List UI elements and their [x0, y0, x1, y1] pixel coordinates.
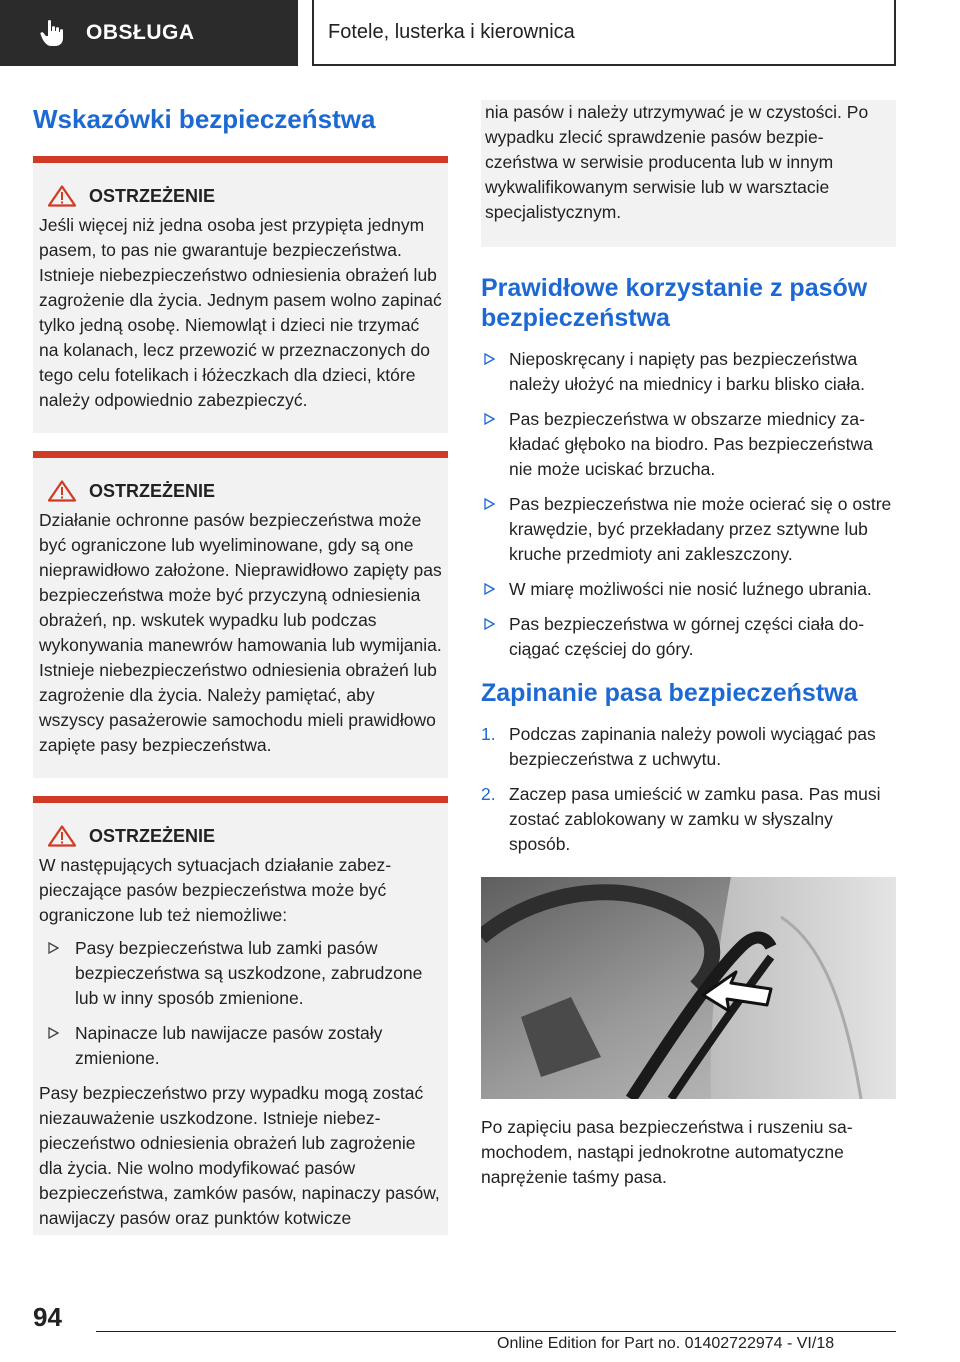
- hand-pointer-icon: [38, 19, 66, 47]
- continuation-text: nia pasów i należy utrzymywać je w czystości. Po wypadku zlecić sprawdzenie pasów bezpieczeństwa w serwisie producenta lub w innym wykwalifikowanym serwisie lub w warsztacie specjalistycznym.: [485, 102, 869, 222]
- warning-title: OSTRZEŻENIE: [39, 183, 442, 209]
- header-section-tab: [0, 0, 298, 66]
- footer-divider: [96, 1331, 896, 1332]
- triangle-bullet-icon: [483, 618, 495, 630]
- warning-box-3: [33, 796, 448, 1235]
- list-item: Napinacze lub nawijacze pasów zostały zmienione.: [39, 1021, 442, 1071]
- section-heading-fastening: Zapinanie pasa bezpieczeństwa: [481, 679, 858, 707]
- warning-text: Jeśli więcej niż jedna osoba jest przypięta jednym pasem, to pas nie gwarantuje bezpieczeństwa. Istnieje niebezpieczeństwo odniesienia obrażeń lub zagrożenie dla życia. Jednym pasem wolno zapinać tylko jedną osobę. Niemowląt i dzieci nie trzymać na kolanach, lecz przewozić w przeznaczonych do tego celu fotelikach i łóżeczkach dla dzieci, które należy odpowiednio zabezpieczyć.: [39, 215, 442, 410]
- list-item: Pasy bezpieczeństwa lub zamki pasów bezpieczeństwa są uszkodzone, zabrudzone lub w inny sposób zmienione.: [39, 936, 442, 1011]
- triangle-bullet-icon: [483, 583, 495, 595]
- triangle-bullet-icon: [47, 1027, 59, 1039]
- list-item: Pas bezpieczeństwa w obszarze miednicy zakładać głęboko na biodro. Pas bezpieczeństwa nie może uciskać brzucha.: [481, 407, 896, 482]
- left-column: [33, 100, 448, 1235]
- triangle-bullet-icon: [483, 353, 495, 365]
- warning-title: OSTRZEŻENIE: [39, 823, 442, 849]
- triangle-bullet-icon: [483, 498, 495, 510]
- warning-triangle-icon: [47, 185, 77, 207]
- header-chapter-tab: [312, 0, 896, 66]
- fastening-steps: [481, 722, 896, 857]
- section-heading-safety: Wskazówki bezpieczeństwa: [33, 104, 376, 134]
- triangle-bullet-icon: [483, 413, 495, 425]
- page-number: 94: [33, 1302, 62, 1332]
- correct-use-list: [481, 347, 896, 662]
- list-item: Pas bezpieczeństwa w górnej części ciała dociągać częściej do góry.: [481, 612, 896, 662]
- chapter-title: Fotele, lusterka i kierownica: [328, 20, 575, 43]
- seat-belt-photo: [481, 877, 896, 1099]
- footer-edition: Online Edition for Part no. 01402722974 - VI/18: [497, 1335, 835, 1352]
- step-item: 1. Podczas zapinania należy powoli wyciągać pas bezpieczeństwa z uchwytu.: [481, 724, 876, 769]
- warning-text: Działanie ochronne pasów bezpieczeństwa może być ograniczone lub wyeliminowane, gdy są one nieprawidłowo założone. Nieprawidłowo zapięty pas bezpieczeństwa może być przyczyną odniesienia obrażeń, np. wskutek wypadku lub podczas wykonywania manewrów hamowania lub wymijania. Istnieje niebezpieczeństwo odniesienia obrażeń lub zagrożenie dla życia. Należy pamiętać, aby wszyscy pasażerowie samochodu mieli prawidłowo zapięte pasy bezpieczeństwa.: [39, 510, 442, 755]
- list-item: W miarę możliwości nie nosić luźnego ubrania.: [481, 577, 896, 602]
- list-item: Nieposkręcany i napięty pas bezpieczeństwa należy ułożyć na miednicy i barku blisko ciała.: [481, 347, 896, 397]
- warning-box-2: [33, 451, 448, 778]
- warning-triangle-icon: [47, 825, 77, 847]
- warning-box-1: [33, 156, 448, 433]
- warning-continuation-box: [481, 100, 896, 247]
- warning-triangle-icon: [47, 480, 77, 502]
- warning-title: OSTRZEŻENIE: [39, 478, 442, 504]
- triangle-bullet-icon: [47, 942, 59, 954]
- warning-outro: Pasy bezpieczeństwo przy wypadku mogą zostać niezauważenie uszkodzone. Istnieje niebezpieczeństwo odniesienia obrażeń lub zagrożenie dla życia. Nie wolno modyfikować pasów bezpieczeństwa, zamków pasów, napinaczy pasów, nawijaczy pasów oraz punktów kotwicze: [39, 1083, 440, 1228]
- warning-intro: W następujących sytuacjach działanie zabezpieczające pasów bezpieczeństwa może być ograniczone lub też niemożliwe:: [39, 855, 392, 925]
- right-column: [481, 100, 896, 1190]
- section-label: OBSŁUGA: [86, 21, 195, 44]
- warning-list: [39, 936, 442, 1071]
- section-heading-correct-use: Prawidłowe korzystanie z pasów bezpieczeństwa: [481, 274, 868, 332]
- step-item: 2. Zaczep pasa umieścić w zamku pasa. Pas musi zostać zablokowany w zamku w słyszalny sposób.: [481, 784, 881, 854]
- list-item: Pas bezpieczeństwa nie może ocierać się o ostre krawędzie, być przekładany przez sztywne lub kruche przedmioty ani zakleszczony.: [481, 492, 896, 567]
- photo-caption: Po zapięciu pasa bezpieczeństwa i ruszeniu samochodem, nastąpi jednokrotne automatyczne naprężenie taśmy pasa.: [481, 1117, 853, 1187]
